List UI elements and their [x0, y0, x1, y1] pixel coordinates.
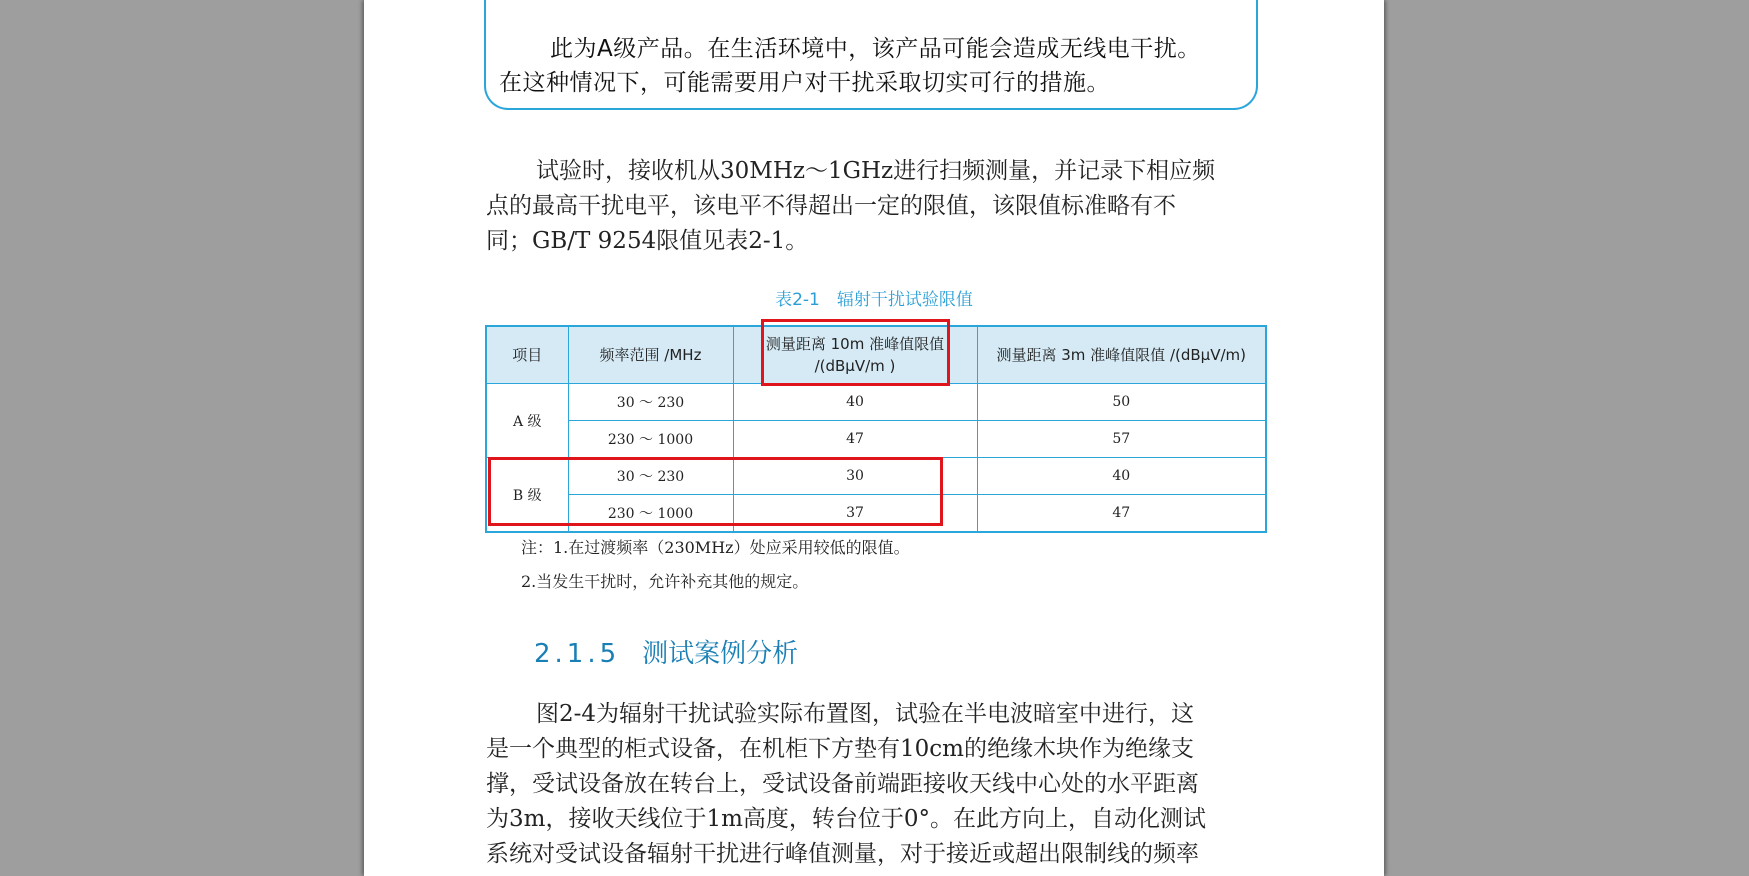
limit3-cell: 50: [977, 384, 1266, 421]
paragraph2-line: 撑，受试设备放在转台上，受试设备前端距接收天线中心处的水平距离: [486, 771, 1199, 797]
highlight-box-10m-header: [761, 319, 950, 386]
section-number: 2.1.5: [534, 639, 621, 669]
limit10-cell: 37: [733, 495, 977, 533]
paragraph2-line: 图2-4为辐射干扰试验实际布置图，试验在半电波暗室中进行，这: [536, 701, 1195, 727]
range-cell: 30 ～ 230: [568, 384, 733, 421]
limit3-cell: 57: [977, 421, 1266, 458]
section-title: 测试案例分析: [642, 639, 799, 669]
header-frequency: 频率范围 /MHz: [568, 326, 733, 384]
limit3-cell: 40: [977, 458, 1266, 495]
limit10-cell: 30: [733, 458, 977, 495]
document-page: [364, 0, 1384, 876]
table-title: 表2-1 辐射干扰试验限值: [775, 290, 973, 310]
class-cell: A 级: [486, 384, 568, 458]
paragraph1-line: 同；GB/T 9254限值见表2-1。: [486, 228, 809, 254]
paragraph1-line: 点的最高干扰电平，该电平不得超出一定的限值，该限值标准略有不: [486, 193, 1176, 219]
section-heading: [534, 633, 798, 670]
range-cell: 30 ～ 230: [568, 458, 733, 495]
header-limit-10m-line1: 测量距离 10m 准峰值限值: [765, 335, 945, 353]
highlight-box-class-b-rows: [488, 457, 943, 526]
table-note: 注：1.在过渡频率（230MHz）处应采用较低的限值。: [521, 538, 910, 557]
table-row: [486, 384, 1266, 421]
header-item: 项目: [486, 326, 568, 384]
table-note: 2.当发生干扰时，允许补充其他的规定。: [521, 572, 809, 591]
header-limit-10m-line2: /(dBμV/m ): [814, 357, 896, 375]
limit3-cell: 47: [977, 495, 1266, 533]
paragraph1-line: 试验时，接收机从30MHz～1GHz进行扫频测量，并记录下相应频: [536, 158, 1216, 184]
notice-line-1: 此为A级产品。在生活环境中，该产品可能会造成无线电干扰。: [550, 36, 1201, 62]
paragraph2-line: 是一个典型的柜式设备，在机柜下方垫有10cm的绝缘木块作为绝缘支: [486, 736, 1194, 762]
range-cell: 230 ～ 1000: [568, 421, 733, 458]
wave-logo-icon: [544, 0, 604, 10]
notice-line-2: 在这种情况下，可能需要用户对干扰采取切实可行的措施。: [499, 70, 1110, 96]
range-cell: 230 ～ 1000: [568, 495, 733, 533]
paragraph2-line: 系统对受试设备辐射干扰进行峰值测量，对于接近或超出限制线的频率: [486, 841, 1199, 867]
limit10-cell: 47: [733, 421, 977, 458]
paragraph2-line: 为3m，接收天线位于1m高度，转台位于0°。在此方向上，自动化测试: [486, 806, 1207, 832]
limit10-cell: 40: [733, 384, 977, 421]
table-row: [486, 421, 1266, 458]
class-cell: B 级: [486, 458, 568, 533]
header-limit-3m: 测量距离 3m 准峰值限值 /(dBμV/m): [977, 326, 1266, 384]
